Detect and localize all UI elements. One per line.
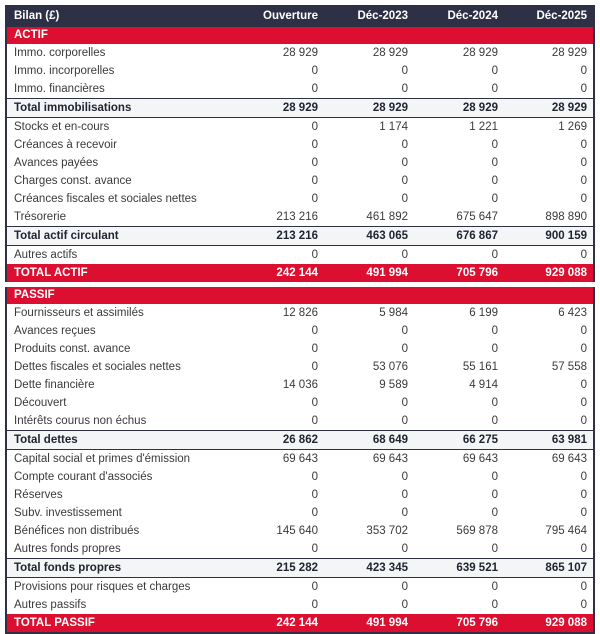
table-row	[6, 522, 594, 540]
table-body-actif	[6, 27, 594, 282]
cell-value: 0	[414, 62, 504, 80]
section-band-label: PASSIF	[6, 287, 594, 304]
cell-value: 0	[234, 578, 324, 597]
cell-value: 0	[414, 80, 504, 99]
cell-value: 26 862	[234, 431, 324, 450]
cell-value: 0	[414, 154, 504, 172]
row-label-fournisseurs-et-assimiles: Fournisseurs et assimilés	[6, 304, 234, 322]
cell-value: 0	[414, 322, 504, 340]
cell-value: 423 345	[324, 559, 414, 578]
table-header	[6, 5, 594, 27]
cell-value: 0	[324, 80, 414, 99]
cell-value: 0	[234, 62, 324, 80]
row-label-immo-corporelles: Immo. corporelles	[6, 44, 234, 62]
row-label-charges-const-avance: Charges const. avance	[6, 172, 234, 190]
cell-value: 0	[504, 80, 594, 99]
cell-value: 0	[414, 468, 504, 486]
row-label-total-passif: TOTAL PASSIF	[6, 614, 234, 633]
cell-value: 69 643	[414, 450, 504, 469]
cell-value: 66 275	[414, 431, 504, 450]
cell-value: 639 521	[414, 559, 504, 578]
cell-value: 4 914	[414, 376, 504, 394]
cell-value: 0	[234, 80, 324, 99]
cell-value: 0	[324, 322, 414, 340]
cell-value: 461 892	[324, 208, 414, 227]
cell-value: 55 161	[414, 358, 504, 376]
cell-value: 28 929	[324, 44, 414, 62]
cell-value: 28 929	[324, 99, 414, 118]
column-header-ouverture: Ouverture	[263, 10, 318, 22]
cell-value: 676 867	[414, 227, 504, 246]
grand-total-row	[6, 264, 594, 282]
table-row	[6, 246, 594, 265]
table-row	[6, 394, 594, 412]
row-label-dette-financiere: Dette financière	[6, 376, 234, 394]
cell-value: 0	[234, 596, 324, 614]
cell-value: 0	[414, 596, 504, 614]
table-row	[6, 80, 594, 99]
cell-value: 28 929	[414, 44, 504, 62]
cell-value: 1 269	[504, 118, 594, 137]
row-label-total-actif: TOTAL ACTIF	[6, 264, 234, 282]
column-header-dec-2025: Déc-2025	[536, 10, 587, 22]
cell-value: 0	[324, 190, 414, 208]
table-row	[6, 322, 594, 340]
cell-value: 0	[234, 504, 324, 522]
table-row	[6, 118, 594, 137]
cell-value: 0	[324, 172, 414, 190]
row-label-immo-financieres: Immo. financières	[6, 80, 234, 99]
column-header-dec-2024: Déc-2024	[447, 10, 498, 22]
cell-value: 9 589	[324, 376, 414, 394]
cell-value: 0	[504, 340, 594, 358]
cell-value: 242 144	[234, 264, 324, 282]
cell-value: 0	[324, 394, 414, 412]
table-row	[6, 136, 594, 154]
cell-value: 28 929	[234, 99, 324, 118]
cell-value: 215 282	[234, 559, 324, 578]
cell-value: 69 643	[234, 450, 324, 469]
cell-value: 0	[414, 540, 504, 559]
row-label-total-immobilisations: Total immobilisations	[6, 99, 234, 118]
cell-value: 57 558	[504, 358, 594, 376]
row-label-capital-social-et-primes-d-emission: Capital social et primes d'émission	[6, 450, 234, 469]
cell-value: 0	[234, 172, 324, 190]
cell-value: 0	[504, 412, 594, 431]
cell-value: 0	[504, 376, 594, 394]
cell-value: 0	[324, 62, 414, 80]
cell-value: 28 929	[414, 99, 504, 118]
cell-value: 28 929	[504, 44, 594, 62]
cell-value: 0	[234, 246, 324, 265]
cell-value: 0	[234, 190, 324, 208]
row-label-subv-investissement: Subv. investissement	[6, 504, 234, 522]
row-label-tresorerie: Trésorerie	[6, 208, 234, 227]
table-row	[6, 190, 594, 208]
cell-value: 0	[504, 172, 594, 190]
cell-value: 463 065	[324, 227, 414, 246]
cell-value: 213 216	[234, 227, 324, 246]
cell-value: 6 199	[414, 304, 504, 322]
row-label-autres-fonds-propres: Autres fonds propres	[6, 540, 234, 559]
table-row	[6, 44, 594, 62]
cell-value: 795 464	[504, 522, 594, 540]
cell-value: 0	[324, 486, 414, 504]
table-row	[6, 578, 594, 597]
row-label-interets-courus-non-echus: Intérêts courus non échus	[6, 412, 234, 431]
cell-value: 0	[324, 540, 414, 559]
cell-value: 5 984	[324, 304, 414, 322]
cell-value: 0	[234, 468, 324, 486]
cell-value: 0	[234, 154, 324, 172]
cell-value: 242 144	[234, 614, 324, 633]
cell-value: 900 159	[504, 227, 594, 246]
row-label-creances-fiscales-et-sociales-nettes: Créances fiscales et sociales nettes	[6, 190, 234, 208]
table-row	[6, 304, 594, 322]
cell-value: 0	[324, 246, 414, 265]
cell-value: 0	[234, 412, 324, 431]
cell-value: 63 981	[504, 431, 594, 450]
cell-value: 0	[414, 578, 504, 597]
row-label-benefices-non-distribues: Bénéfices non distribués	[6, 522, 234, 540]
table-row	[6, 412, 594, 431]
cell-value: 14 036	[234, 376, 324, 394]
cell-value: 0	[504, 394, 594, 412]
table-row	[6, 154, 594, 172]
cell-value: 69 643	[504, 450, 594, 469]
row-label-decouvert: Découvert	[6, 394, 234, 412]
cell-value: 0	[414, 190, 504, 208]
cell-value: 569 878	[414, 522, 504, 540]
cell-value: 0	[504, 322, 594, 340]
cell-value: 0	[504, 596, 594, 614]
cell-value: 0	[414, 246, 504, 265]
cell-value: 1 174	[324, 118, 414, 137]
cell-value: 929 088	[504, 264, 594, 282]
table-row	[6, 504, 594, 522]
table-row	[6, 340, 594, 358]
cell-value: 0	[234, 394, 324, 412]
cell-value: 28 929	[504, 99, 594, 118]
cell-value: 0	[234, 340, 324, 358]
row-label-dettes-fiscales-et-sociales-nettes: Dettes fiscales et sociales nettes	[6, 358, 234, 376]
subtotal-row	[6, 559, 594, 578]
cell-value: 0	[504, 468, 594, 486]
row-label-total-fonds-propres: Total fonds propres	[6, 559, 234, 578]
section-band-actif	[6, 27, 594, 44]
table-row	[6, 468, 594, 486]
cell-value: 0	[504, 246, 594, 265]
cell-value: 0	[414, 486, 504, 504]
table-row	[6, 172, 594, 190]
cell-value: 0	[324, 340, 414, 358]
row-label-stocks-et-en-cours: Stocks et en-cours	[6, 118, 234, 137]
cell-value: 0	[324, 412, 414, 431]
cell-value: 0	[504, 190, 594, 208]
cell-value: 0	[414, 412, 504, 431]
cell-value: 0	[504, 62, 594, 80]
column-header-dec-2023: Déc-2023	[357, 10, 408, 22]
cell-value: 929 088	[504, 614, 594, 633]
cell-value: 705 796	[414, 614, 504, 633]
cell-value: 0	[324, 504, 414, 522]
table-row	[6, 540, 594, 559]
cell-value: 1 221	[414, 118, 504, 137]
section-band-label: ACTIF	[6, 27, 594, 44]
cell-value: 213 216	[234, 208, 324, 227]
row-label-avances-payees: Avances payées	[6, 154, 234, 172]
table-row	[6, 596, 594, 614]
cell-value: 0	[504, 486, 594, 504]
row-label-creances-a-recevoir: Créances à recevoir	[6, 136, 234, 154]
column-header-label: Bilan (£)	[14, 10, 60, 22]
cell-value: 0	[324, 596, 414, 614]
cell-value: 675 647	[414, 208, 504, 227]
row-label-avances-recues: Avances reçues	[6, 322, 234, 340]
cell-value: 0	[234, 540, 324, 559]
cell-value: 491 994	[324, 614, 414, 633]
subtotal-row	[6, 431, 594, 450]
cell-value: 865 107	[504, 559, 594, 578]
cell-value: 705 796	[414, 264, 504, 282]
cell-value: 0	[324, 136, 414, 154]
row-label-compte-courant-d-associes: Compte courant d'associés	[6, 468, 234, 486]
balance-sheet-actif-table	[5, 5, 595, 282]
row-label-total-actif-circulant: Total actif circulant	[6, 227, 234, 246]
cell-value: 0	[324, 468, 414, 486]
cell-value: 6 423	[504, 304, 594, 322]
row-label-autres-passifs: Autres passifs	[6, 596, 234, 614]
balance-sheet-container	[5, 5, 593, 634]
cell-value: 0	[504, 504, 594, 522]
cell-value: 0	[234, 136, 324, 154]
table-row	[6, 358, 594, 376]
cell-value: 12 826	[234, 304, 324, 322]
balance-sheet-passif-table	[5, 287, 595, 634]
cell-value: 0	[324, 154, 414, 172]
cell-value: 53 076	[324, 358, 414, 376]
cell-value: 0	[414, 504, 504, 522]
cell-value: 0	[504, 540, 594, 559]
cell-value: 68 649	[324, 431, 414, 450]
cell-value: 491 994	[324, 264, 414, 282]
cell-value: 0	[234, 358, 324, 376]
grand-total-row	[6, 614, 594, 633]
cell-value: 28 929	[234, 44, 324, 62]
cell-value: 145 640	[234, 522, 324, 540]
table-row	[6, 376, 594, 394]
subtotal-row	[6, 227, 594, 246]
subtotal-row	[6, 99, 594, 118]
cell-value: 0	[234, 322, 324, 340]
cell-value: 0	[324, 578, 414, 597]
row-label-provisions-pour-risques-et-charges: Provisions pour risques et charges	[6, 578, 234, 597]
cell-value: 0	[504, 154, 594, 172]
cell-value: 0	[234, 118, 324, 137]
cell-value: 0	[414, 136, 504, 154]
table-row	[6, 62, 594, 80]
cell-value: 0	[414, 340, 504, 358]
cell-value: 0	[234, 486, 324, 504]
header-row	[6, 5, 594, 27]
table-row	[6, 486, 594, 504]
cell-value: 69 643	[324, 450, 414, 469]
row-label-autres-actifs: Autres actifs	[6, 246, 234, 265]
cell-value: 353 702	[324, 522, 414, 540]
cell-value: 0	[414, 172, 504, 190]
cell-value: 0	[414, 394, 504, 412]
row-label-immo-incorporelles: Immo. incorporelles	[6, 62, 234, 80]
table-row	[6, 208, 594, 227]
table-row	[6, 450, 594, 469]
row-label-total-dettes: Total dettes	[6, 431, 234, 450]
cell-value: 0	[504, 136, 594, 154]
section-band-passif	[6, 287, 594, 304]
row-label-produits-const-avance: Produits const. avance	[6, 340, 234, 358]
cell-value: 0	[504, 578, 594, 597]
row-label-reserves: Réserves	[6, 486, 234, 504]
table-body-passif	[6, 287, 594, 633]
cell-value: 898 890	[504, 208, 594, 227]
